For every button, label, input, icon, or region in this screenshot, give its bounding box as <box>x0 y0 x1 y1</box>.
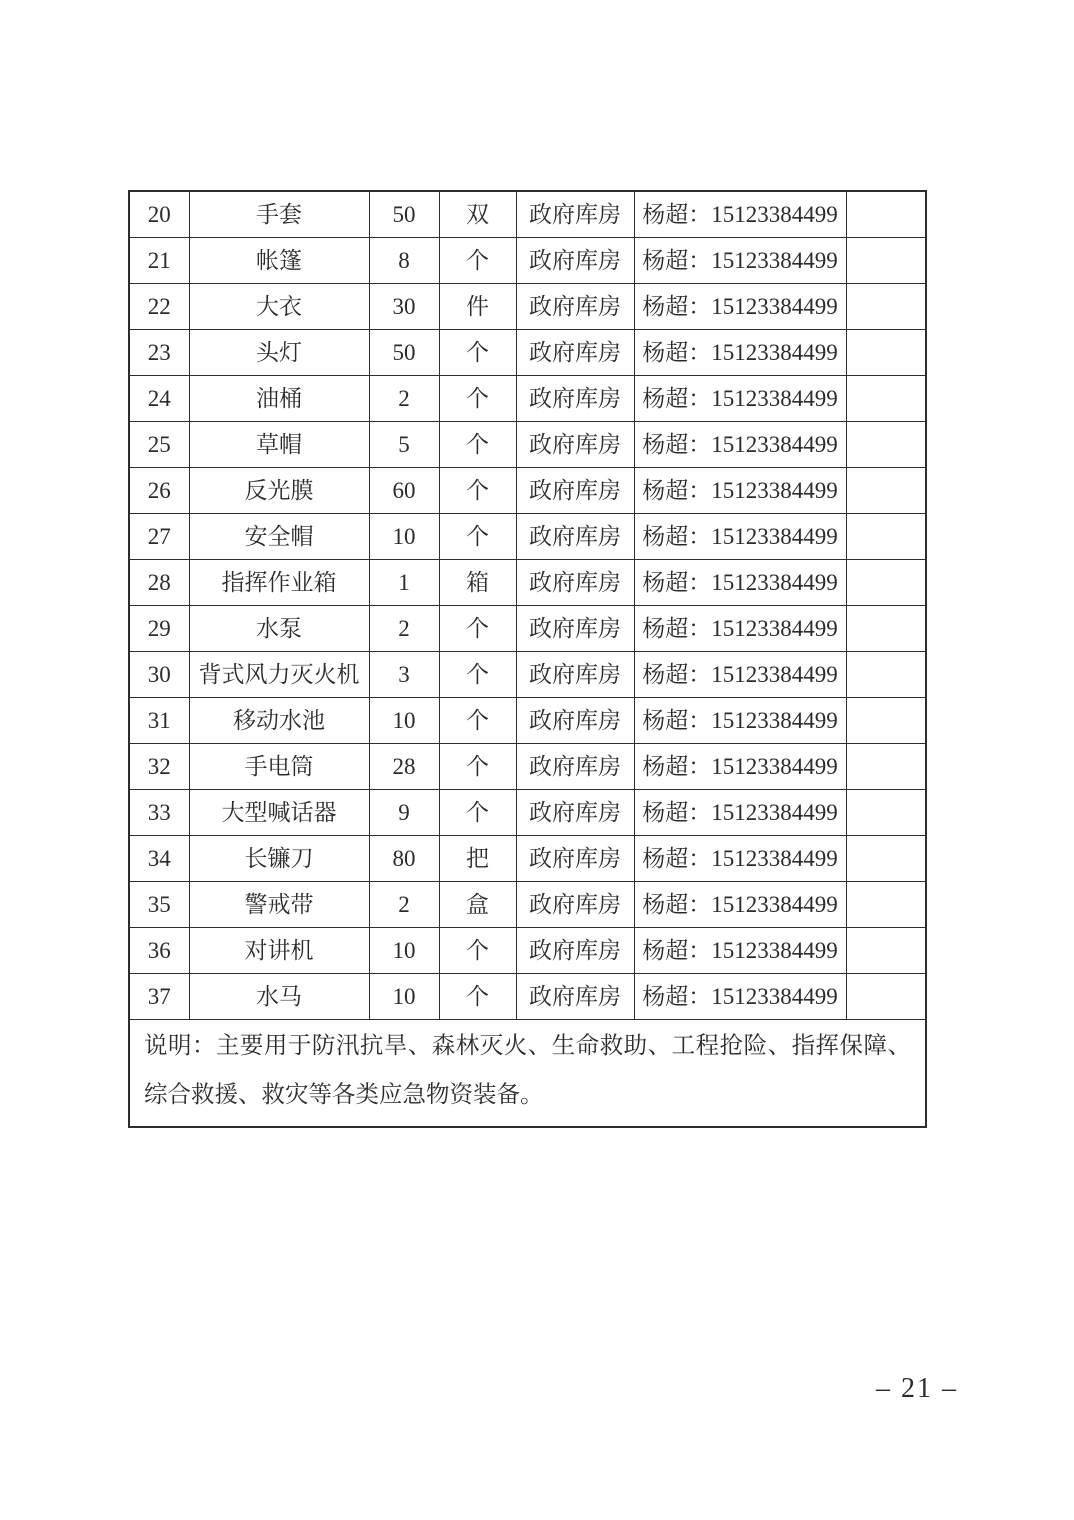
cell-no: 28 <box>129 559 189 605</box>
cell-item: 帐篷 <box>189 237 369 283</box>
cell-extra <box>846 283 926 329</box>
cell-location: 政府库房 <box>516 513 634 559</box>
cell-contact: 杨超：15123384499 <box>634 191 846 237</box>
cell-location: 政府库房 <box>516 651 634 697</box>
table-row <box>129 421 926 467</box>
cell-contact: 杨超：15123384499 <box>634 973 846 1019</box>
cell-unit: 个 <box>439 237 516 283</box>
cell-location: 政府库房 <box>516 191 634 237</box>
cell-unit: 个 <box>439 973 516 1019</box>
cell-unit: 个 <box>439 605 516 651</box>
cell-extra <box>846 421 926 467</box>
cell-no: 30 <box>129 651 189 697</box>
cell-qty: 30 <box>369 283 439 329</box>
cell-location: 政府库房 <box>516 973 634 1019</box>
cell-location: 政府库房 <box>516 789 634 835</box>
cell-extra <box>846 697 926 743</box>
cell-qty: 1 <box>369 559 439 605</box>
cell-qty: 50 <box>369 329 439 375</box>
table-row <box>129 467 926 513</box>
cell-no: 32 <box>129 743 189 789</box>
cell-unit: 箱 <box>439 559 516 605</box>
cell-contact: 杨超：15123384499 <box>634 651 846 697</box>
cell-item: 警戒带 <box>189 881 369 927</box>
cell-extra <box>846 329 926 375</box>
cell-item: 移动水池 <box>189 697 369 743</box>
cell-no: 31 <box>129 697 189 743</box>
cell-no: 24 <box>129 375 189 421</box>
cell-qty: 10 <box>369 697 439 743</box>
cell-item: 油桶 <box>189 375 369 421</box>
cell-item: 长镰刀 <box>189 835 369 881</box>
cell-location: 政府库房 <box>516 467 634 513</box>
cell-qty: 8 <box>369 237 439 283</box>
cell-contact: 杨超：15123384499 <box>634 789 846 835</box>
cell-unit: 个 <box>439 513 516 559</box>
cell-no: 36 <box>129 927 189 973</box>
cell-extra <box>846 559 926 605</box>
cell-contact: 杨超：15123384499 <box>634 283 846 329</box>
supplies-table <box>128 190 927 1128</box>
cell-contact: 杨超：15123384499 <box>634 881 846 927</box>
cell-contact: 杨超：15123384499 <box>634 467 846 513</box>
cell-contact: 杨超：15123384499 <box>634 743 846 789</box>
table-row <box>129 283 926 329</box>
cell-qty: 28 <box>369 743 439 789</box>
table-row <box>129 191 926 237</box>
cell-qty: 80 <box>369 835 439 881</box>
cell-unit: 盒 <box>439 881 516 927</box>
cell-item: 背式风力灭火机 <box>189 651 369 697</box>
cell-unit: 个 <box>439 329 516 375</box>
table-row <box>129 743 926 789</box>
cell-extra <box>846 927 926 973</box>
table-row <box>129 513 926 559</box>
table-row <box>129 651 926 697</box>
cell-unit: 个 <box>439 927 516 973</box>
table-row <box>129 927 926 973</box>
cell-contact: 杨超：15123384499 <box>634 421 846 467</box>
cell-location: 政府库房 <box>516 559 634 605</box>
cell-contact: 杨超：15123384499 <box>634 605 846 651</box>
cell-item: 手电筒 <box>189 743 369 789</box>
cell-extra <box>846 651 926 697</box>
cell-location: 政府库房 <box>516 697 634 743</box>
cell-qty: 5 <box>369 421 439 467</box>
cell-contact: 杨超：15123384499 <box>634 237 846 283</box>
cell-qty: 2 <box>369 375 439 421</box>
table-row <box>129 697 926 743</box>
cell-no: 23 <box>129 329 189 375</box>
cell-item: 安全帽 <box>189 513 369 559</box>
cell-unit: 个 <box>439 651 516 697</box>
cell-extra <box>846 513 926 559</box>
cell-qty: 10 <box>369 927 439 973</box>
cell-no: 37 <box>129 973 189 1019</box>
cell-unit: 个 <box>439 743 516 789</box>
cell-item: 对讲机 <box>189 927 369 973</box>
cell-qty: 2 <box>369 881 439 927</box>
cell-extra <box>846 789 926 835</box>
cell-unit: 个 <box>439 467 516 513</box>
cell-location: 政府库房 <box>516 329 634 375</box>
cell-no: 21 <box>129 237 189 283</box>
cell-no: 33 <box>129 789 189 835</box>
cell-contact: 杨超：15123384499 <box>634 329 846 375</box>
table-row <box>129 835 926 881</box>
cell-extra <box>846 191 926 237</box>
cell-contact: 杨超：15123384499 <box>634 559 846 605</box>
table-row <box>129 789 926 835</box>
cell-no: 35 <box>129 881 189 927</box>
cell-unit: 把 <box>439 835 516 881</box>
cell-location: 政府库房 <box>516 927 634 973</box>
cell-location: 政府库房 <box>516 835 634 881</box>
cell-unit: 个 <box>439 375 516 421</box>
cell-no: 25 <box>129 421 189 467</box>
cell-qty: 9 <box>369 789 439 835</box>
cell-no: 22 <box>129 283 189 329</box>
cell-unit: 个 <box>439 421 516 467</box>
cell-contact: 杨超：15123384499 <box>634 697 846 743</box>
cell-item: 手套 <box>189 191 369 237</box>
cell-location: 政府库房 <box>516 743 634 789</box>
cell-contact: 杨超：15123384499 <box>634 375 846 421</box>
table-body <box>129 191 926 1019</box>
cell-item: 大型喊话器 <box>189 789 369 835</box>
cell-extra <box>846 881 926 927</box>
cell-no: 26 <box>129 467 189 513</box>
cell-location: 政府库房 <box>516 605 634 651</box>
cell-contact: 杨超：15123384499 <box>634 927 846 973</box>
cell-no: 20 <box>129 191 189 237</box>
cell-no: 34 <box>129 835 189 881</box>
cell-location: 政府库房 <box>516 237 634 283</box>
cell-qty: 10 <box>369 973 439 1019</box>
table-row <box>129 237 926 283</box>
cell-no: 27 <box>129 513 189 559</box>
cell-location: 政府库房 <box>516 375 634 421</box>
cell-location: 政府库房 <box>516 881 634 927</box>
cell-unit: 双 <box>439 191 516 237</box>
cell-unit: 件 <box>439 283 516 329</box>
cell-item: 指挥作业箱 <box>189 559 369 605</box>
cell-item: 水马 <box>189 973 369 1019</box>
note-text: 说明：主要用于防汛抗旱、森林灭火、生命救助、工程抢险、指挥保障、综合救援、救灾等各类应急物资装备。 <box>129 1019 926 1127</box>
cell-extra <box>846 467 926 513</box>
cell-item: 反光膜 <box>189 467 369 513</box>
cell-item: 头灯 <box>189 329 369 375</box>
cell-contact: 杨超：15123384499 <box>634 513 846 559</box>
cell-no: 29 <box>129 605 189 651</box>
note-row <box>129 1019 926 1127</box>
cell-extra <box>846 835 926 881</box>
table-row <box>129 973 926 1019</box>
table-row <box>129 881 926 927</box>
cell-extra <box>846 375 926 421</box>
page-number: – 21 – <box>876 1373 958 1404</box>
table-row <box>129 375 926 421</box>
cell-extra <box>846 743 926 789</box>
cell-unit: 个 <box>439 697 516 743</box>
cell-qty: 50 <box>369 191 439 237</box>
cell-location: 政府库房 <box>516 283 634 329</box>
cell-qty: 2 <box>369 605 439 651</box>
cell-unit: 个 <box>439 789 516 835</box>
cell-qty: 60 <box>369 467 439 513</box>
cell-extra <box>846 605 926 651</box>
cell-item: 草帽 <box>189 421 369 467</box>
cell-item: 大衣 <box>189 283 369 329</box>
table-row <box>129 605 926 651</box>
cell-extra <box>846 973 926 1019</box>
table-row <box>129 329 926 375</box>
cell-qty: 10 <box>369 513 439 559</box>
cell-qty: 3 <box>369 651 439 697</box>
cell-extra <box>846 237 926 283</box>
table-row <box>129 559 926 605</box>
cell-location: 政府库房 <box>516 421 634 467</box>
cell-item: 水泵 <box>189 605 369 651</box>
cell-contact: 杨超：15123384499 <box>634 835 846 881</box>
